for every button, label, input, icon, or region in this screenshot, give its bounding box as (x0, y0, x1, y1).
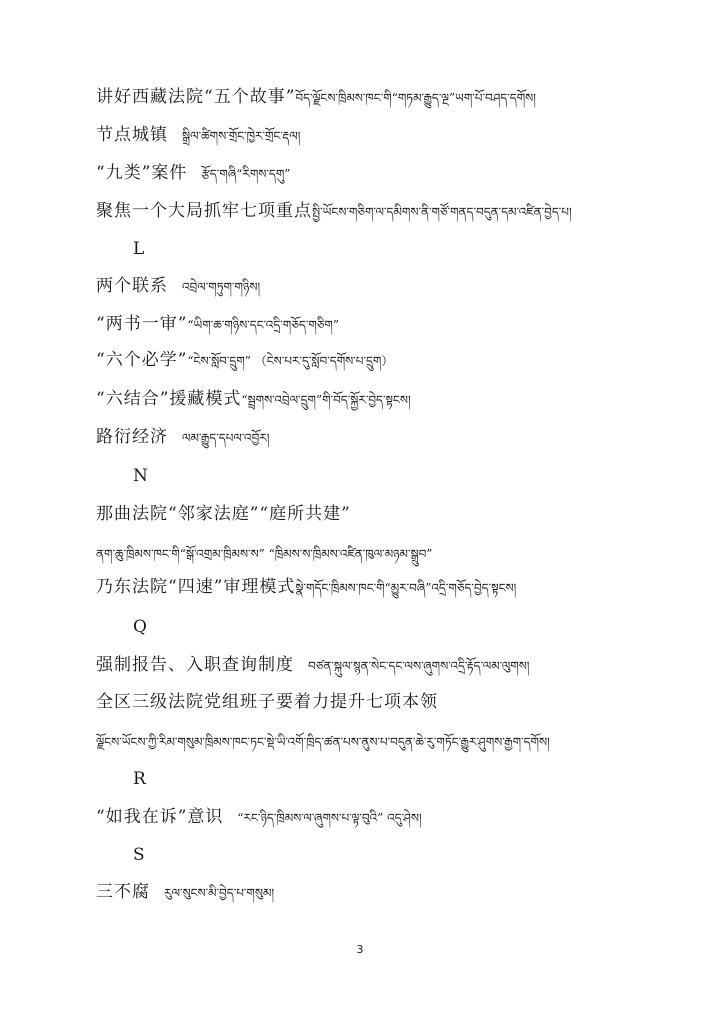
chinese-term: 聚焦一个大局抓牢七项重点 (96, 201, 312, 221)
entry-row (96, 692, 660, 712)
entry-row (96, 276, 660, 296)
tibetan-term: “ཡིག་ཆ་གཉིས་དང་འདྲི་གཅོད་གཅིག” (187, 318, 340, 332)
tibetan-term: ལྗོངས་ཡོངས་ཀྱི་རིམ་གསུམ་ཁྲིམས་ཁང་ཏང་སྡེ་ཡི་འགོ་ཁྲིད་ཚན་པས་ནུས་པ་བདུན་ཆེ་རུ་གཏོང་རྒྱུར་ཤུགས་རྒྱག་དགོས། (96, 735, 550, 749)
page-number: 3 (356, 943, 364, 956)
entry-row (96, 427, 660, 447)
chinese-term: 那曲法院“邻家法庭”“庭所共建” (96, 504, 351, 524)
chinese-term: “六结合”援藏模式 (96, 389, 242, 409)
tibetan-term: ནག་ཆུ་ཁྲིམས་ཁང་གི“སྒོ་འགྲམ་ཁྲིམས་ས” “ཁྲིམས་ས་ཁྲིམས་འཛིན་ཁུལ་མཉམ་སྒྲུབ” (96, 547, 433, 561)
tibetan-term: ལམ་རྒྱུད་དཔལ་འབྱོར། (182, 431, 270, 445)
entry-row (96, 655, 660, 675)
tibetan-term: “སྦྲགས་འབྲེལ་དྲུག”གི་བོད་སྐྱོར་བྱེད་སྟངས། (241, 393, 411, 407)
tibetan-term: སྒྲིལ་ཚིགས་གྲོང་ཁྱེར་གྲོང་རྡལ། (182, 129, 301, 143)
entry-row (96, 125, 660, 145)
tibetan-term: འབྲེལ་གཏུག་གཉིས། (182, 280, 261, 294)
chinese-term: 三不腐 (96, 882, 150, 902)
section-letter: N (133, 466, 148, 486)
entry-row (96, 87, 660, 107)
entry-row (96, 163, 660, 183)
tibetan-term: བཙན་སྐུལ་སྙན་སེང་དང་ལས་ཞུགས་འདྲི་རྟོད་ལམ་ལུགས། (308, 659, 530, 673)
entry-row (96, 543, 660, 562)
tibetan-term: རྩོད་གཞི“རིགས་དགུ” (201, 167, 291, 181)
tibetan-term: “ངེས་སློབ་དྲུག” （ངེས་པར་དུ་སློབ་དགོས་པ་དྲུག） (187, 354, 394, 368)
entry-row (96, 807, 660, 827)
section-letter: R (133, 769, 146, 789)
chinese-term: 讲好西藏法院“五个故事” (96, 87, 296, 107)
chinese-term: 强制报告、入职查询制度 (96, 655, 294, 675)
entry-row (96, 201, 660, 221)
entry-row (96, 389, 660, 409)
chinese-term: “两书一审” (96, 314, 188, 334)
tibetan-term: སྤྱི་ཡོངས་གཅིག་ལ་དམིགས་ནི་གཙོ་གནད་བདུན་དམ་འཛིན་བྱེད་པ། (312, 205, 572, 219)
tibetan-term: བོད་ལྗོངས་ཁྲིམས་ཁང་གི“གཏམ་རྒྱུད་ལྔ”ཡག་པོ་བཤད་དགོས། (295, 91, 536, 105)
tibetan-term: སྣེ་གདོང་ཁྲིམས་ཁང་གི“མྱུར་བཞི”འདྲི་གཅོད་བྱེད་སྟངས། (295, 581, 517, 595)
chinese-term: 路衍经济 (96, 427, 168, 447)
chinese-term: “如我在诉”意识 (96, 807, 224, 827)
chinese-term: 全区三级法院党组班子要着力提升七项本领 (96, 692, 438, 712)
entry-row (96, 882, 660, 902)
section-letter: L (133, 239, 145, 259)
tibetan-term: རུལ་སུངས་མི་བྱེད་པ་གསུམ། (164, 886, 275, 900)
chinese-term: 节点城镇 (96, 125, 168, 145)
entry-row (96, 314, 660, 334)
entry-row (96, 731, 660, 750)
chinese-term: “九类”案件 (96, 163, 188, 183)
section-letter: S (133, 845, 145, 865)
entry-row (96, 350, 660, 370)
chinese-term: 两个联系 (96, 276, 168, 296)
section-letter: Q (133, 617, 147, 637)
entry-row (96, 504, 660, 524)
chinese-term: 乃东法院“四速”审理模式 (96, 577, 296, 597)
tibetan-term: “རང་ཉིད་ཁྲིམས་ལ་ཞུགས་པ་ལྟ་བུའི” འདུ་ཤེས། (237, 811, 422, 825)
entry-row (96, 577, 660, 597)
chinese-term: “六个必学” (96, 350, 188, 370)
